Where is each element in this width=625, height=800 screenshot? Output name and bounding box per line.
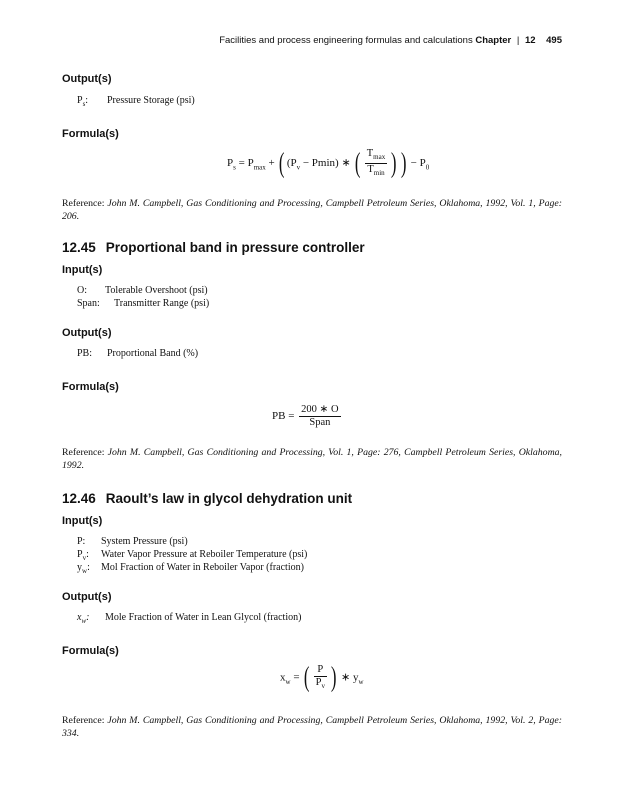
reference-12-46: Reference: John M. Campbell, Gas Conditioning and Processing, Campbell Petroleum Series, Oklahoma, 1992, Vol. 2, Page: 334. (62, 715, 563, 739)
input-var-p: P: System Pressure (psi) (77, 536, 188, 547)
formula-raoults-law: $x_w$ = ( $\frac{P}{P_v}$ ) ∗ $y_w$ (280, 662, 364, 694)
section-title-12-46: 12.46 Raoult’s law in glycol dehydration unit (62, 491, 353, 506)
input-var-yw: $y_w$: Mol Fraction of Water in Reboiler Vapor (fraction) (77, 562, 304, 575)
input-var-o: O: Tolerable Overshoot (psi) (77, 285, 208, 296)
formula-proportional-band: PB = $\frac{200 ∗ O}{\text{Span}}$ (272, 404, 339, 428)
section-title-12-45: 12.45 Proportional band in pressure controller (62, 240, 365, 255)
formula-heading: Formula(s) (62, 645, 119, 657)
output-heading: Output(s) (62, 73, 112, 85)
output-heading: Output(s) (62, 591, 112, 603)
formula-heading: Formula(s) (62, 381, 119, 393)
formula-heading: Formula(s) (62, 128, 119, 140)
chapter-label: Chapter (475, 35, 512, 46)
input-var-pv: $P_v$: Water Vapor Pressure at Reboiler Temperature (psi) (77, 549, 308, 562)
running-header (219, 35, 562, 46)
formula-pressure-storage: $P_s = P_{max}$ + ( $(P_v - Pmin)$ ∗ ( $\frac{T_{max}}{T_{min}}$ ) ) − $P_0$ (227, 147, 430, 179)
output-var-pb: PB: Proportional Band (%) (77, 348, 199, 359)
output-var: $P_s$: Pressure Storage (psi) (77, 95, 195, 108)
input-heading: Input(s) (62, 264, 103, 276)
output-heading: Output(s) (62, 327, 112, 339)
input-heading: Input(s) (62, 515, 103, 527)
output-var-xw: $x_w$: Mole Fraction of Water in Lean Glycol (fraction) (77, 612, 302, 625)
chapter-number: 12 (525, 35, 536, 46)
page-number: 495 (546, 35, 562, 46)
running-title: Facilities and process engineering formulas and calculations (219, 35, 473, 46)
reference-prev: Reference: John M. Campbell, Gas Conditioning and Processing, Campbell Petroleum Series, Oklahoma, 1992, Vol. 1, Page: 206. (62, 198, 563, 222)
input-var-span: Span: Transmitter Range (psi) (77, 298, 210, 309)
reference-12-45: Reference: John M. Campbell, Gas Conditioning and Processing, Vol. 1, Page: 276, Campbell Petroleum Series, Oklahoma, 1992. (62, 447, 562, 471)
header-separator: | (516, 35, 520, 46)
